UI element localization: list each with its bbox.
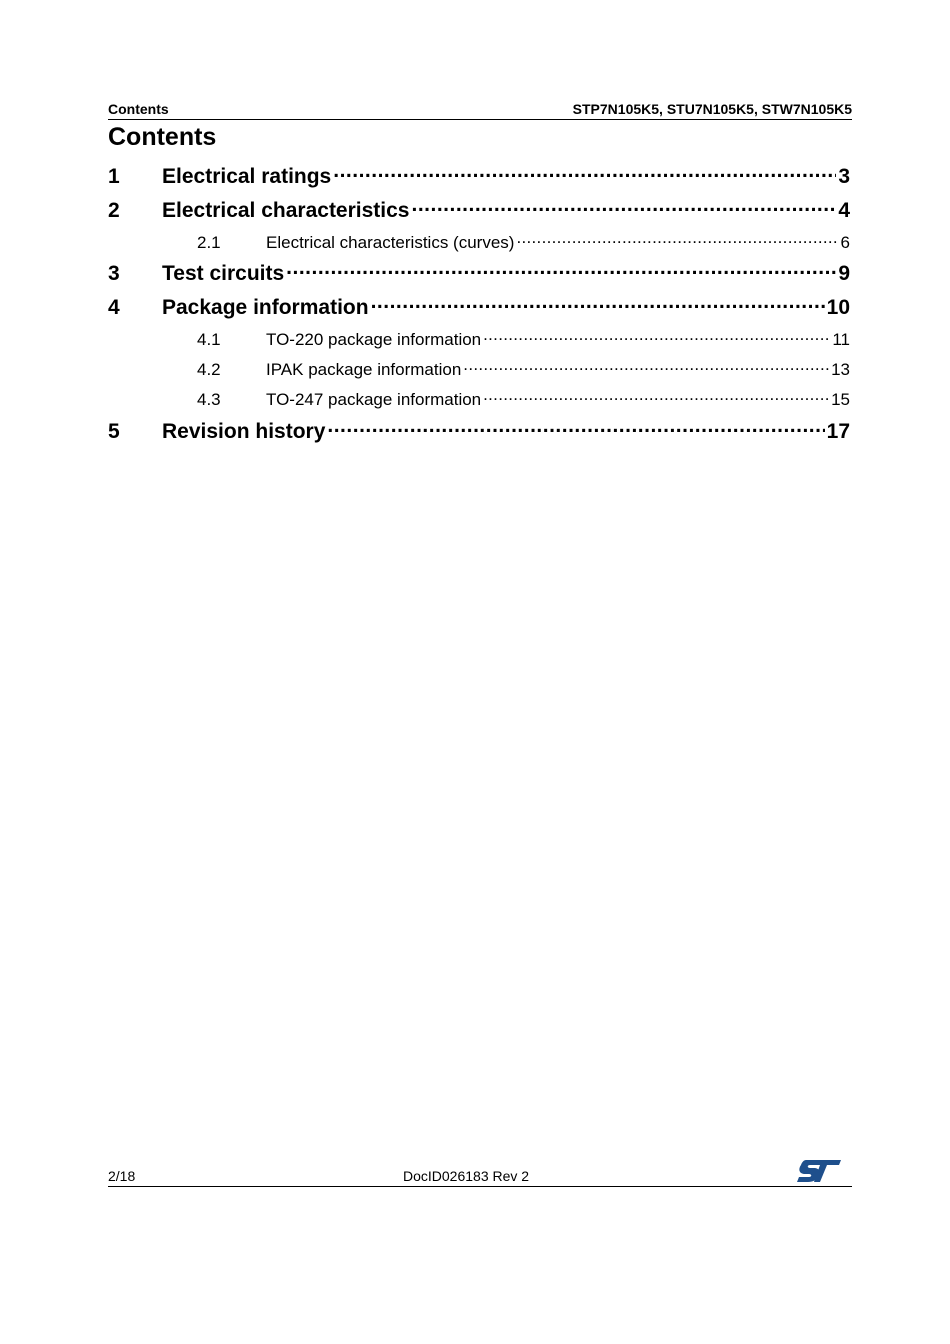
toc-entry-number: 4.3 (197, 390, 221, 409)
toc-entry-2[interactable] (108, 196, 850, 223)
toc-entry-2-1[interactable] (108, 231, 850, 253)
toc-entry-1[interactable] (108, 162, 850, 189)
toc-dot-leader (412, 196, 837, 217)
toc-entry-number: 1 (108, 165, 120, 188)
toc-entry-3[interactable] (108, 259, 850, 286)
toc-entry-page: 4 (838, 199, 850, 222)
toc-dot-leader (286, 259, 836, 280)
toc-entry-page: 15 (831, 390, 850, 409)
toc-entry-title: Test circuits (162, 262, 285, 285)
header-products: STP7N105K5, STU7N105K5, STW7N105K5 (572, 101, 852, 117)
toc-entry-title: Revision history (162, 420, 326, 443)
toc-entry-number: 2 (108, 199, 120, 222)
toc-entry-5[interactable] (108, 417, 850, 444)
toc-dot-leader (483, 328, 830, 345)
toc-entry-number: 4.2 (197, 360, 221, 379)
st-logo-shape (797, 1160, 841, 1182)
page-footer (108, 1168, 852, 1187)
toc-entry-title: TO-247 package information (266, 390, 482, 409)
toc-entry-page: 10 (826, 296, 850, 319)
footer-page-number: 2/18 (108, 1168, 136, 1184)
toc-entry-page: 13 (831, 360, 850, 379)
toc-entry-page: 6 (840, 233, 850, 252)
toc-dot-leader (333, 162, 836, 183)
toc-entry-title: Electrical ratings (162, 165, 332, 188)
toc-entry-title: IPAK package information (266, 360, 462, 379)
toc-entry-page: 3 (838, 165, 850, 188)
toc-entry-page: 9 (838, 262, 850, 285)
st-logo-icon (796, 1158, 842, 1184)
toc-entry-title: TO-220 package information (266, 330, 482, 349)
toc-entry-number: 4 (108, 296, 120, 319)
toc-dot-leader (463, 358, 829, 375)
toc-entry-4-2[interactable] (108, 358, 850, 380)
toc-dot-leader (371, 293, 825, 314)
toc-entry-page: 11 (832, 330, 850, 349)
toc-entry-4-3[interactable] (108, 388, 850, 410)
toc-dot-leader (483, 388, 829, 405)
page-title: Contents (108, 123, 217, 151)
toc-entry-title: Electrical characteristics (curves) (266, 233, 515, 252)
page-header (108, 101, 852, 120)
toc-dot-leader (516, 231, 838, 248)
toc-entry-number: 3 (108, 262, 120, 285)
toc-entry-title: Package information (162, 296, 369, 319)
toc-entry-page: 17 (826, 420, 850, 443)
toc-entry-number: 2.1 (197, 233, 221, 252)
header-section: Contents (108, 101, 169, 117)
footer-doc-id: DocID026183 Rev 2 (403, 1168, 530, 1184)
toc-entry-4-1[interactable] (108, 328, 850, 350)
toc-entry-4[interactable] (108, 293, 850, 320)
toc-entry-title: Electrical characteristics (162, 199, 410, 222)
toc-entry-number: 4.1 (197, 330, 221, 349)
toc-entry-number: 5 (108, 420, 120, 443)
toc-dot-leader (327, 417, 824, 438)
